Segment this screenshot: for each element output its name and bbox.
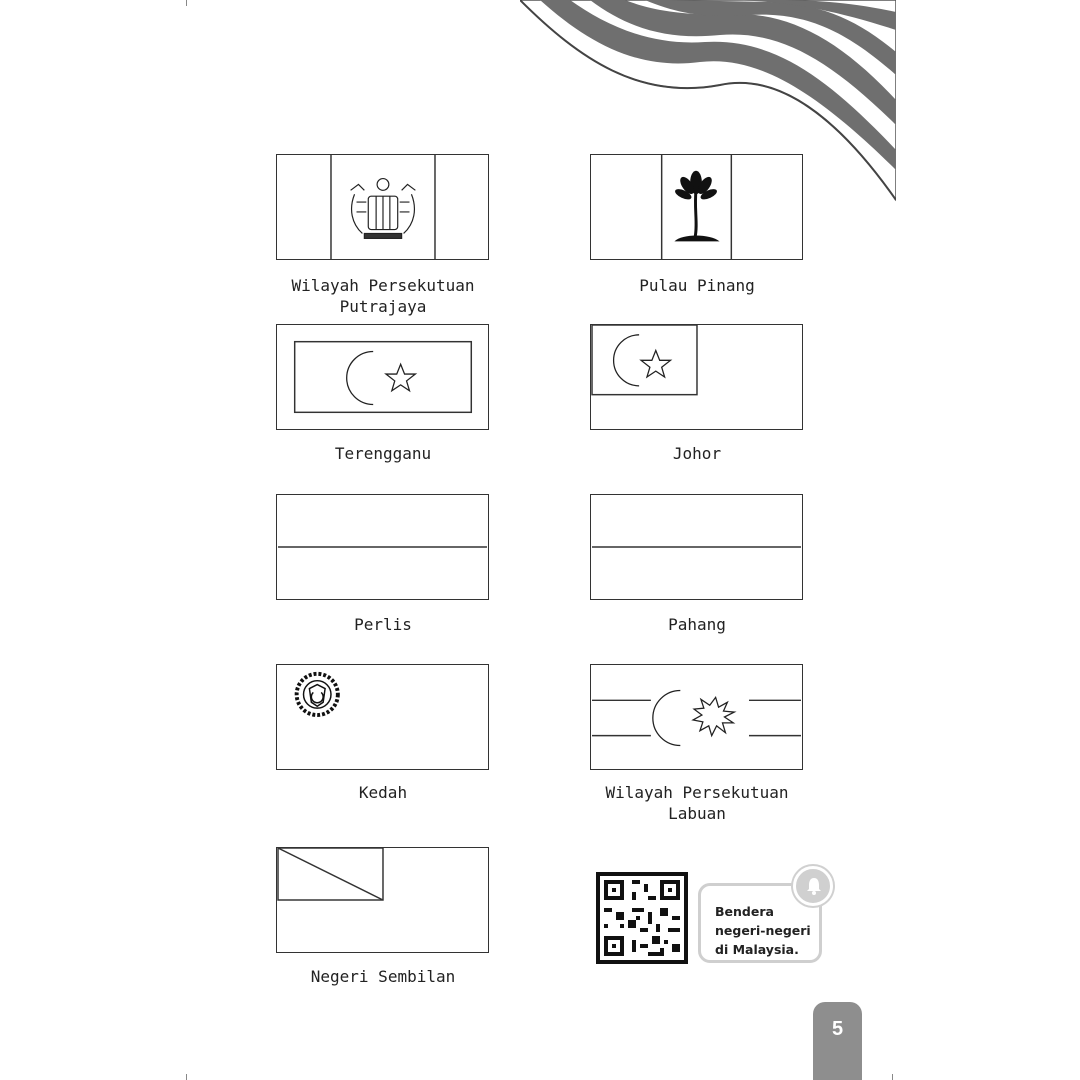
flag-negeri-sembilan bbox=[276, 847, 489, 953]
qr-note-line: Bendera bbox=[715, 904, 774, 919]
coat-of-arms-icon bbox=[351, 179, 416, 239]
flag-label: Wilayah Persekutuan Labuan bbox=[605, 783, 789, 823]
crescent-star-icon bbox=[614, 335, 671, 386]
flag-label: Kedah bbox=[358, 783, 408, 802]
wreath-emblem-icon bbox=[297, 674, 338, 715]
crop-mark bbox=[186, 0, 187, 6]
qr-note-line: di Malaysia. bbox=[715, 942, 799, 957]
qr-code[interactable] bbox=[596, 871, 688, 965]
flag-labuan bbox=[590, 664, 803, 770]
flag-perlis bbox=[276, 494, 489, 600]
flag-label: Negeri Sembilan bbox=[310, 967, 456, 986]
crop-mark bbox=[186, 1074, 187, 1080]
flag-label: Wilayah Persekutuan Putrajaya bbox=[291, 276, 475, 316]
crop-mark bbox=[892, 1074, 893, 1080]
flag-putrajaya bbox=[276, 154, 489, 260]
flag-terengganu bbox=[276, 324, 489, 430]
palm-tree-icon bbox=[674, 171, 720, 242]
flag-label: Perlis bbox=[354, 615, 412, 634]
flag-label: Johor bbox=[672, 444, 722, 463]
qr-note-line: negeri-negeri bbox=[715, 923, 811, 938]
flag-pulau-pinang bbox=[590, 154, 803, 260]
flag-label: Terengganu bbox=[334, 444, 432, 463]
flag-label: Pulau Pinang bbox=[639, 276, 755, 295]
bell-icon bbox=[793, 866, 833, 906]
crescent-star-icon bbox=[347, 351, 416, 404]
flag-kedah bbox=[276, 664, 489, 770]
flag-pahang bbox=[590, 494, 803, 600]
page-number: 5 bbox=[831, 1018, 844, 1040]
page-number-tab bbox=[813, 1002, 862, 1080]
flag-label: Pahang bbox=[668, 615, 726, 634]
flag-johor bbox=[590, 324, 803, 430]
